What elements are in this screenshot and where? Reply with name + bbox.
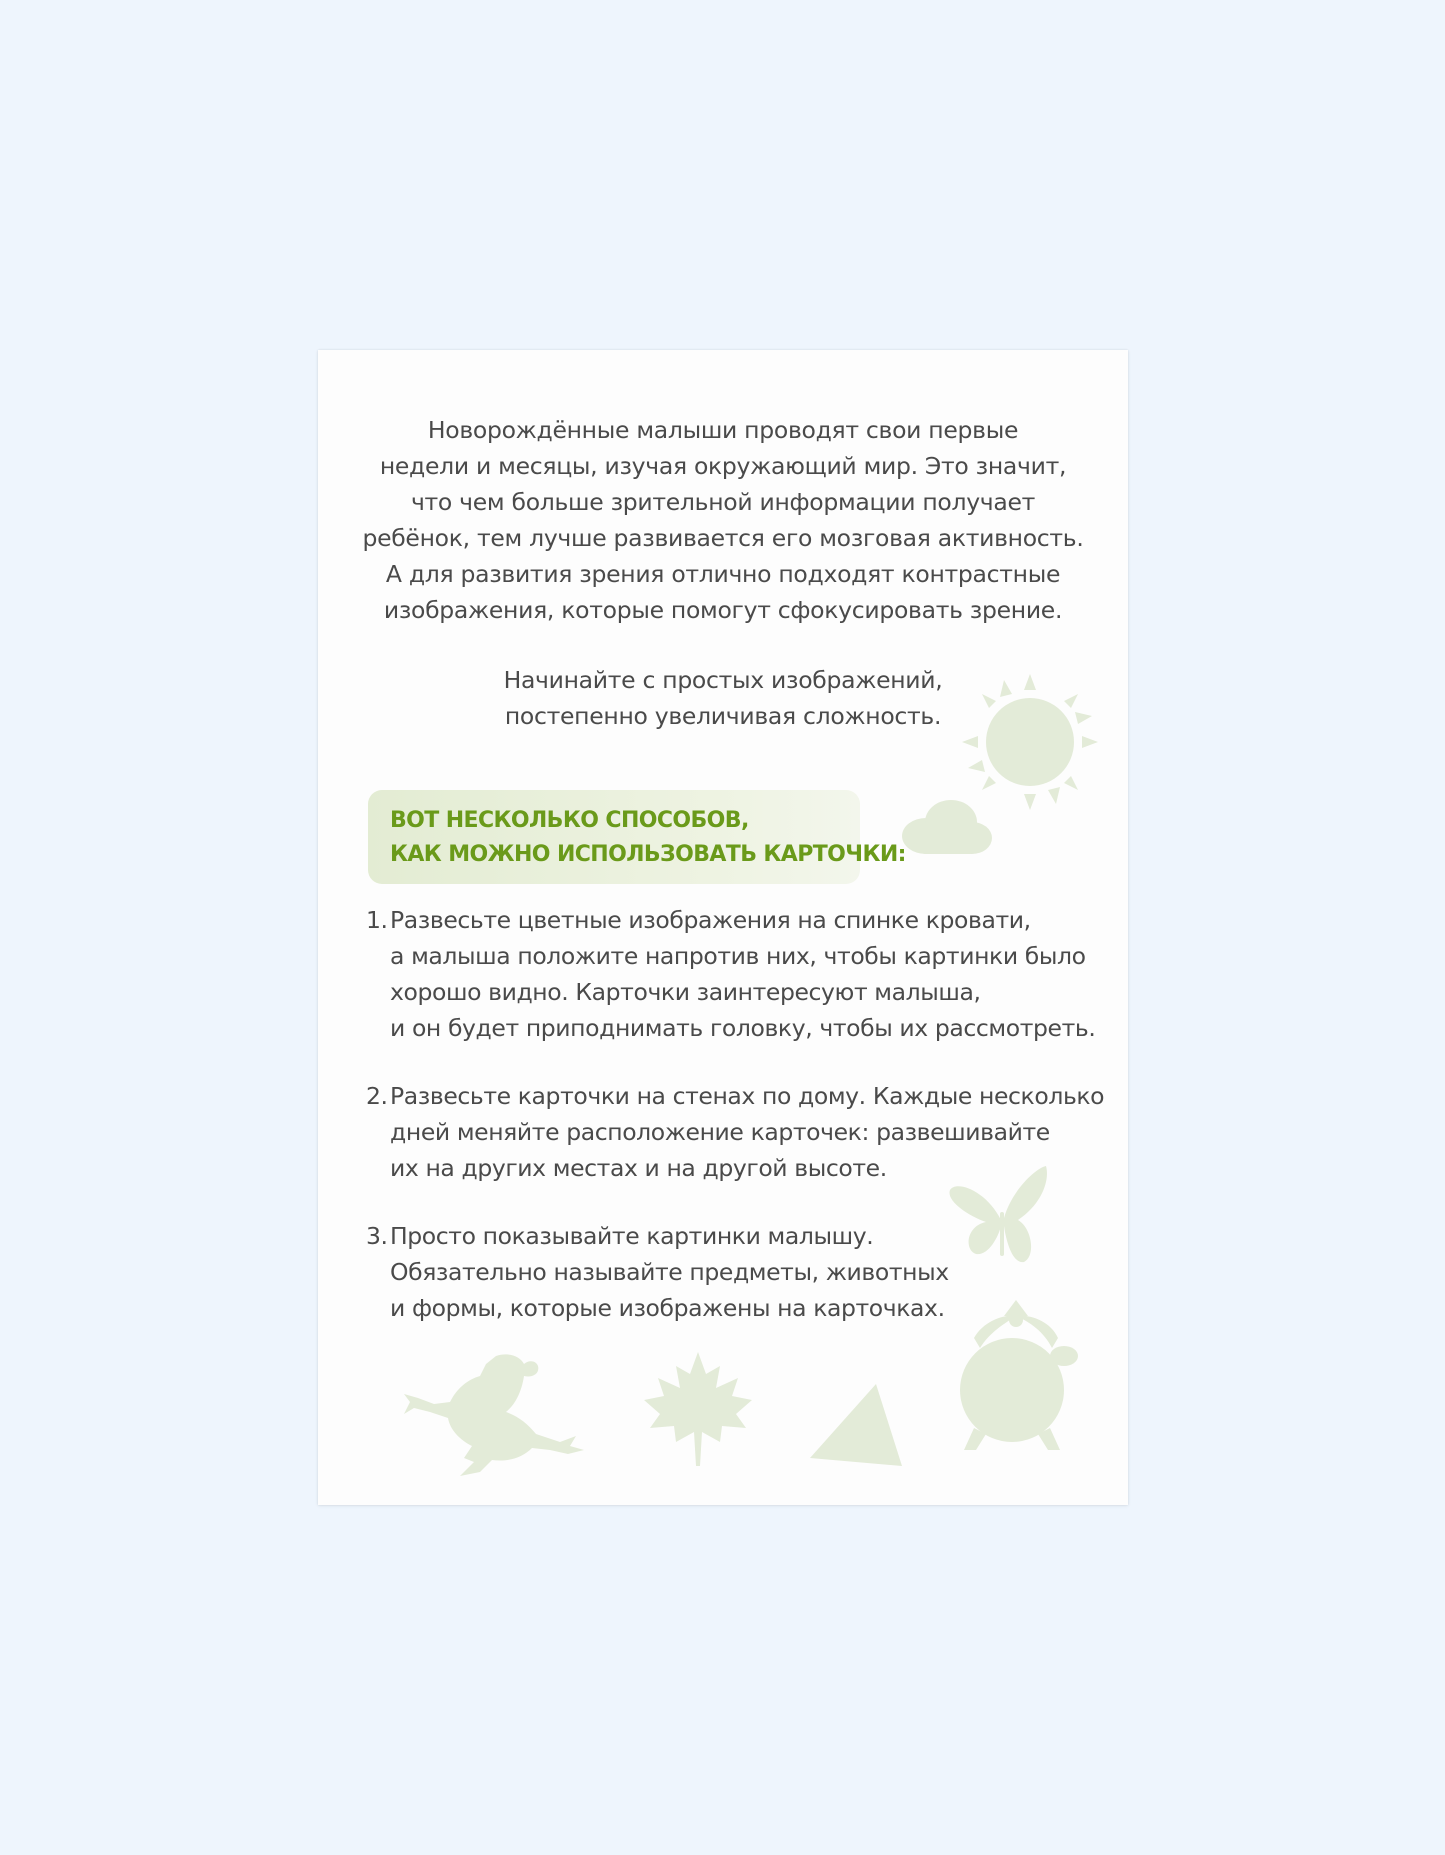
- tip-line: Начинайте с простых изображений,: [503, 666, 943, 694]
- step-number: 1.: [366, 906, 388, 934]
- step-line: и формы, которые изображены на карточках.: [390, 1294, 945, 1322]
- step-line: Просто показывайте картинки малышу.: [390, 1222, 874, 1250]
- callout-line: ВОТ НЕСКОЛЬКО СПОСОБОВ,: [390, 808, 749, 833]
- step-number: 2.: [366, 1082, 388, 1110]
- intro-paragraph: [318, 412, 1128, 628]
- step-line: хорошо видно. Карточки заинтересуют малыша,: [390, 978, 981, 1006]
- step-line: Развесьте карточки на стенах по дому. Каждые несколько: [390, 1082, 1105, 1110]
- butterfly-icon: [946, 1160, 1056, 1270]
- intro-line: недели и месяцы, изучая окружающий мир. Это значит,: [379, 452, 1067, 480]
- step-number: 3.: [366, 1222, 388, 1250]
- step-line: а малыша положите напротив них, чтобы картинки было: [390, 942, 1086, 970]
- intro-line: А для развития зрения отлично подходят контрастные: [385, 560, 1061, 588]
- step-line: Обязательно называйте предметы, животных: [390, 1258, 949, 1286]
- steps-list: [366, 902, 1104, 1358]
- list-item: [366, 902, 1104, 1046]
- usage-callout: [368, 790, 906, 884]
- maple-leaf-icon: [638, 1350, 758, 1470]
- triangle-icon: [806, 1380, 906, 1468]
- intro-line: что чем больше зрительной информации получает: [410, 488, 1036, 516]
- callout-line: КАК МОЖНО ИСПОЛЬЗОВАТЬ КАРТОЧКИ:: [390, 842, 906, 867]
- step-line: и он будет приподнимать головку, чтобы их рассмотреть.: [390, 1014, 1096, 1042]
- frog-icon: [400, 1350, 590, 1480]
- tip-line: постепенно увеличивая сложность.: [504, 702, 942, 730]
- callout-heading: [390, 804, 906, 872]
- instruction-card: [318, 350, 1128, 1505]
- intro-line: ребёнок, тем лучше развивается его мозговая активность.: [362, 524, 1084, 552]
- alarm-clock-icon: [946, 1298, 1086, 1458]
- step-line: дней меняйте расположение карточек: развешивайте: [390, 1118, 1050, 1146]
- cloud-icon: [896, 796, 996, 858]
- sun-icon: [958, 670, 1103, 815]
- intro-line: Новорождённые малыши проводят свои первые: [427, 416, 1019, 444]
- intro-line: изображения, которые помогут сфокусировать зрение.: [383, 596, 1063, 624]
- step-line: Развесьте цветные изображения на спинке кровати,: [390, 906, 1031, 934]
- step-line: их на других местах и на другой высоте.: [390, 1154, 887, 1182]
